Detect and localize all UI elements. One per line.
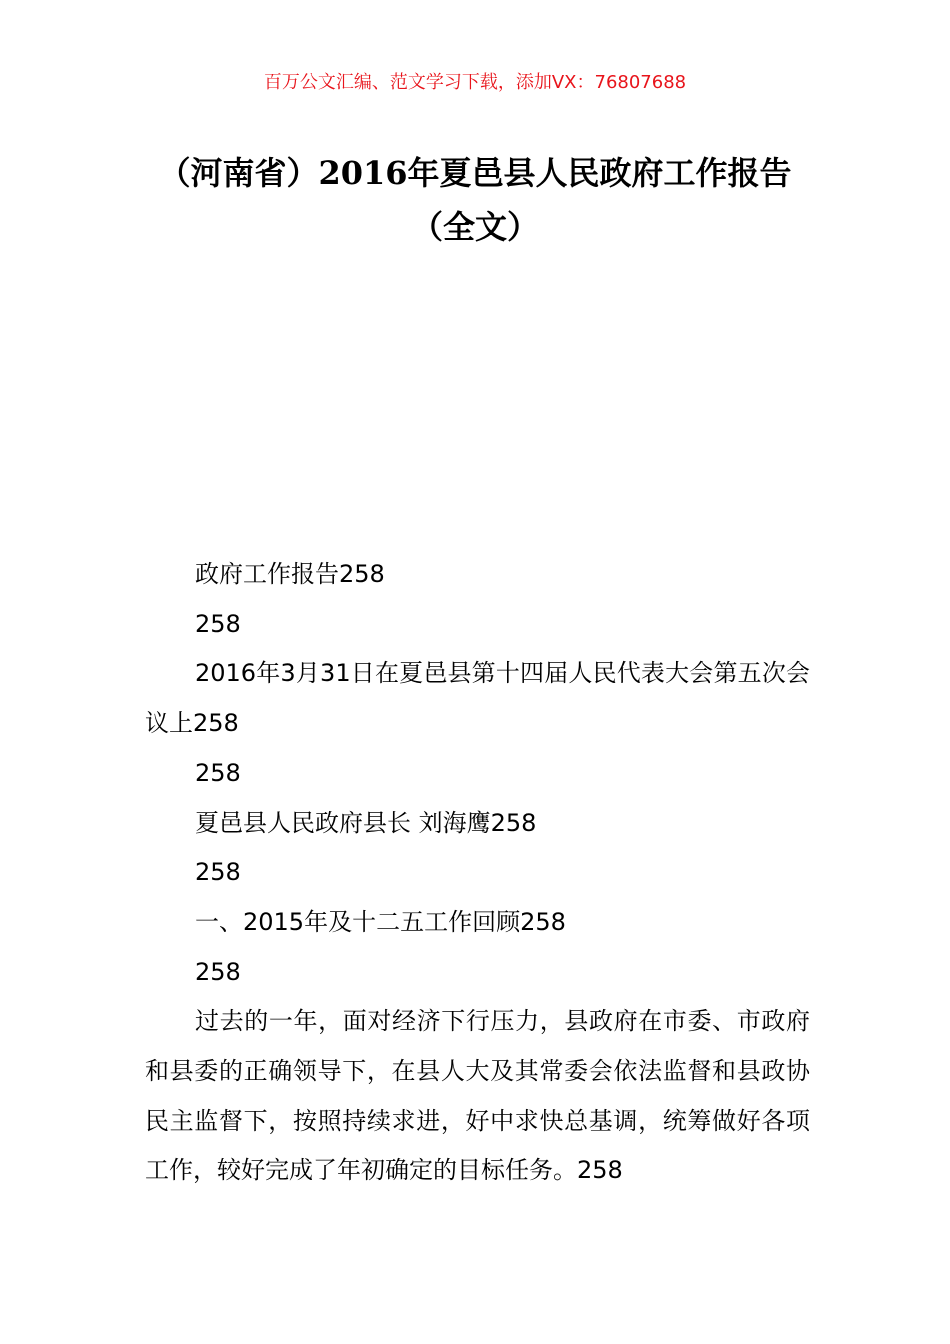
document-title: （河南省）2016年夏邑县人民政府工作报告（全文） (158, 154, 792, 246)
paragraph: 过去的一年，面对经济下行压力，县政府在市委、市政府和县委的正确领导下，在县人大及其常委会依法监督和县政协民主监督下，按照持续求进，好中求快总基调，统筹做好各项工作，较好完成了年初确定的目标任务。258 (145, 1007, 810, 1185)
paragraph: 政府工作报告258 (195, 560, 385, 588)
document-body (145, 550, 810, 1196)
paragraph: 258 (195, 858, 241, 887)
paragraph: 夏邑县人民政府县长 刘海鹰258 (195, 808, 537, 837)
paragraph: 一、2015年及十二五工作回顾258 (195, 907, 566, 936)
paragraph: 258 (195, 957, 241, 986)
header-promo-note: 百万公文汇编、范文学习下载，添加VX：76807688 (263, 72, 687, 93)
paragraph: 258 (195, 609, 241, 638)
paragraph: 2016年3月31日在夏邑县第十四届人民代表大会第五次会议上258 (145, 659, 810, 738)
paragraph: 258 (195, 758, 241, 787)
